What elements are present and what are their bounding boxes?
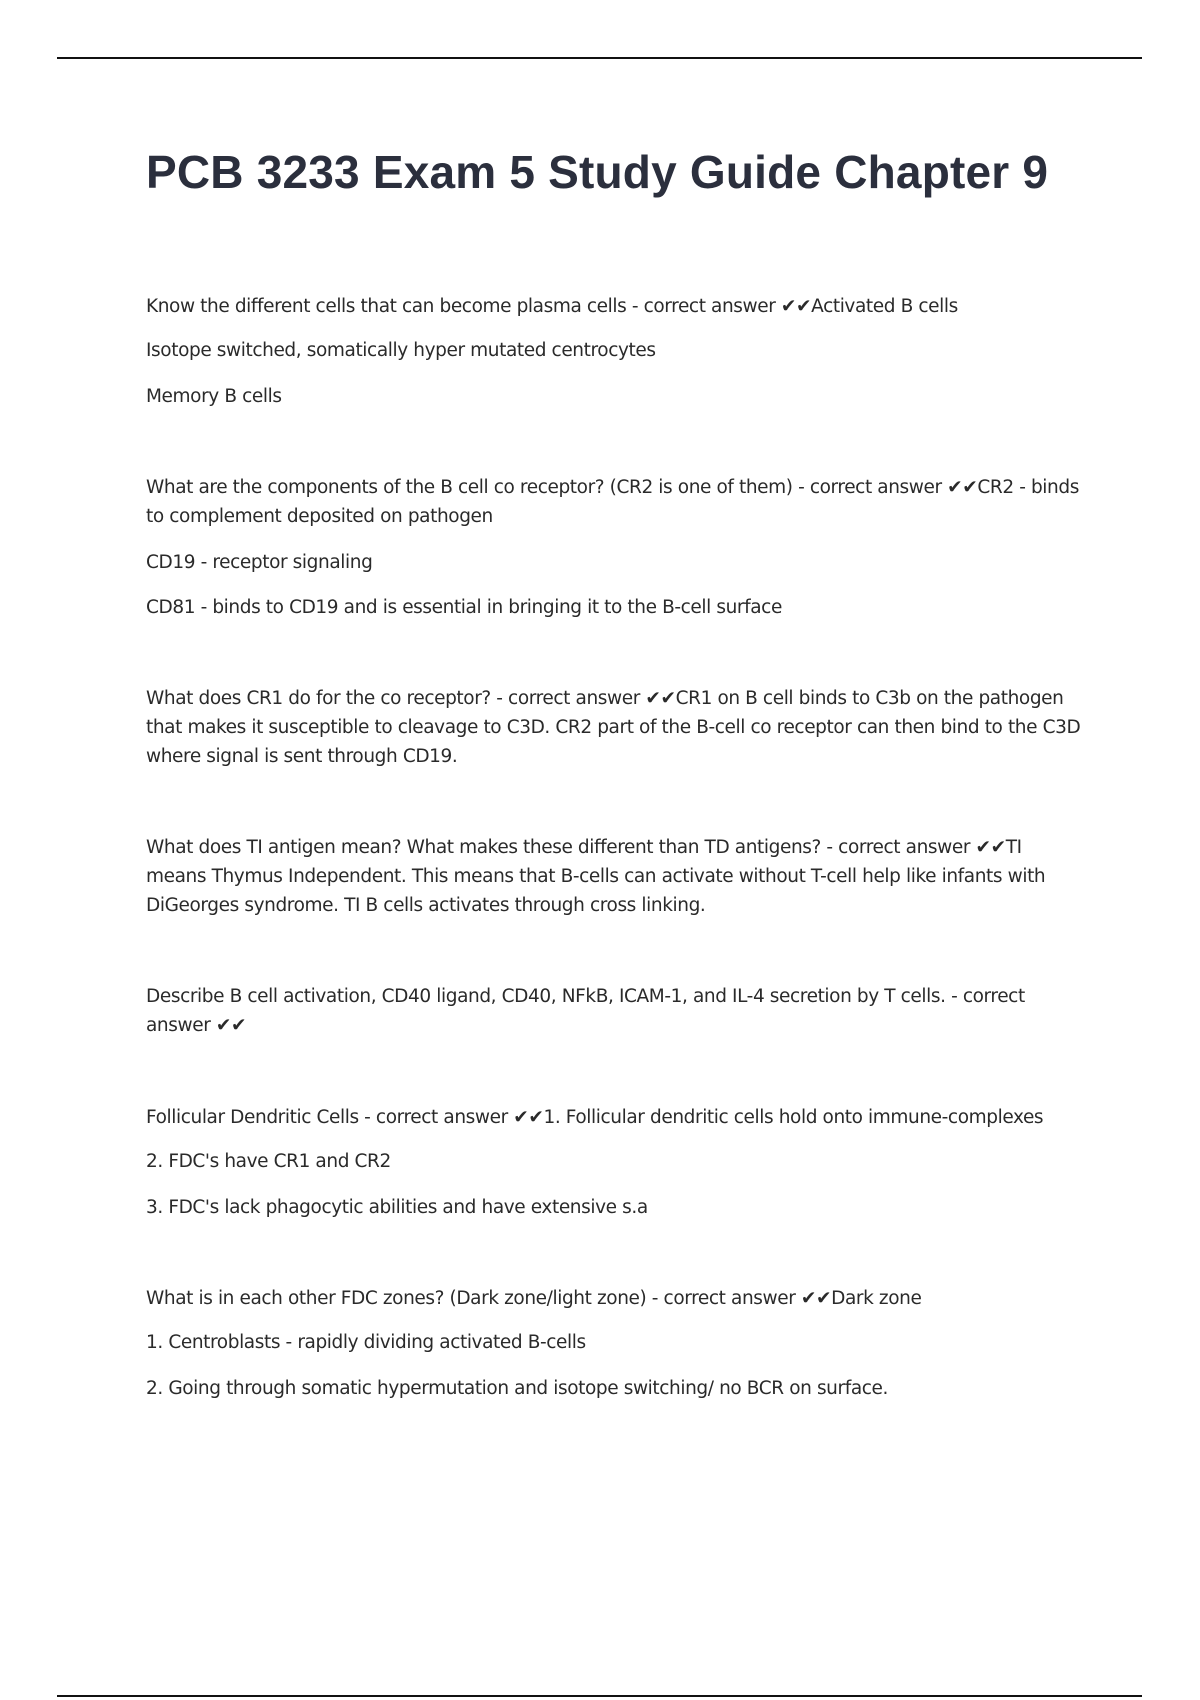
paragraph: Know the different cells that can become plasma cells - correct answer ✔✔Activated B cells	[146, 296, 958, 317]
paragraph: Follicular Dendritic Cells - correct answer ✔✔1. Follicular dendritic cells hold onto immune-complexes	[146, 1107, 1044, 1128]
top-rule	[57, 57, 1142, 59]
paragraph: 2. Going through somatic hypermutation and isotope switching/ no BCR on surface.	[146, 1378, 889, 1399]
paragraph: CD81 - binds to CD19 and is essential in bringing it to the B-cell surface	[146, 597, 782, 618]
paragraph: What is in each other FDC zones? (Dark zone/light zone) - correct answer ✔✔Dark zone	[146, 1288, 922, 1309]
paragraph: Memory B cells	[146, 386, 282, 407]
paragraph: What are the components of the B cell co receptor? (CR2 is one of them) - correct answer ✔✔CR2 - binds to complement deposited on pathogen	[146, 477, 1079, 527]
paragraph: What does CR1 do for the co receptor? - correct answer ✔✔CR1 on B cell binds to C3b on the pathogen that makes it susceptible to cleavage to C3D. CR2 part of the B-cell co receptor can then bind to the C3D where signal is sent through CD19.	[146, 688, 1081, 767]
bottom-rule	[57, 1695, 1142, 1697]
paragraph: What does TI antigen mean? What makes these different than TD antigens? - correct answer ✔✔TI means Thymus Independent. This means that B-cells can activate without T-cell help like infants with DiGeorges syndrome. TI B cells activates through cross linking.	[146, 837, 1046, 916]
paragraph: CD19 - receptor signaling	[146, 552, 373, 573]
paragraph: Isotope switched, somatically hyper mutated centrocytes	[146, 340, 656, 361]
paragraph: 2. FDC's have CR1 and CR2	[146, 1151, 391, 1172]
paragraph: 3. FDC's lack phagocytic abilities and have extensive s.a	[146, 1197, 648, 1218]
paragraph: Describe B cell activation, CD40 ligand, CD40, NFkB, ICAM-1, and IL-4 secretion by T cells. - correct answer ✔✔	[146, 986, 1025, 1036]
page-title: PCB 3233 Exam 5 Study Guide Chapter 9	[146, 146, 1049, 198]
paragraph: 1. Centroblasts - rapidly dividing activated B-cells	[146, 1332, 586, 1353]
